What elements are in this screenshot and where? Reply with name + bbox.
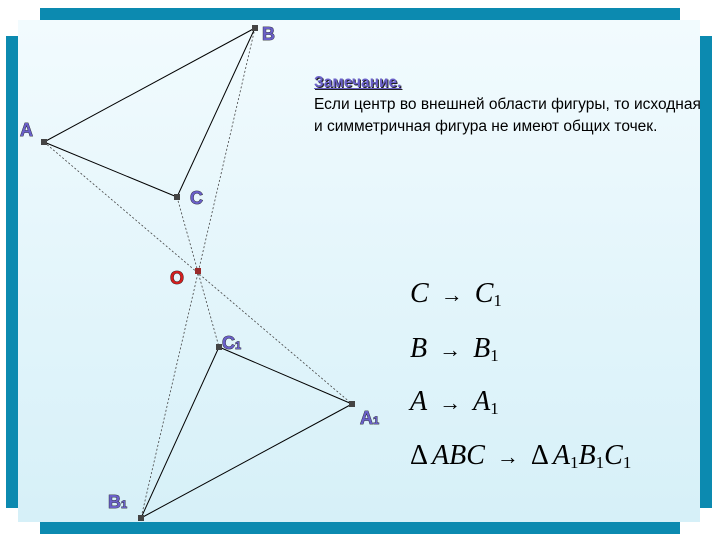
formula-a-right: A bbox=[473, 386, 491, 417]
formula-triangle-index: 1 bbox=[595, 453, 605, 472]
label-c1: C1 bbox=[222, 333, 242, 353]
formula-triangle-r3: C bbox=[604, 440, 623, 471]
formula-a-index: 1 bbox=[490, 399, 499, 418]
point-b bbox=[252, 25, 258, 31]
label-c: C bbox=[190, 188, 203, 208]
formula-triangle-r1: A bbox=[552, 440, 571, 471]
formula-a-left: A bbox=[410, 386, 428, 417]
point-a1 bbox=[349, 401, 355, 407]
point-a bbox=[41, 139, 47, 145]
remark-box bbox=[314, 72, 709, 138]
arrow-icon: → bbox=[440, 282, 463, 307]
label-b1: B1 bbox=[108, 492, 128, 512]
formula-c bbox=[410, 278, 502, 310]
arrow-icon: → bbox=[439, 337, 462, 362]
label-b: B bbox=[262, 24, 275, 44]
remark-text: Если центр во внешней области фигуры, то исходная и симметричная фигура не имеют общих точек. bbox=[314, 96, 701, 135]
label-o: O bbox=[170, 268, 185, 288]
formula-triangle-index: 1 bbox=[570, 453, 579, 472]
point-o bbox=[195, 268, 201, 274]
formula-triangle bbox=[410, 440, 631, 472]
label-a: A bbox=[20, 120, 33, 140]
formula-b-left: B bbox=[410, 333, 428, 364]
formula-b bbox=[410, 333, 499, 365]
formula-c-left: C bbox=[410, 278, 429, 309]
formula-a bbox=[410, 386, 499, 418]
formula-triangle-r2: B bbox=[578, 440, 596, 471]
point-b1 bbox=[138, 515, 144, 521]
label-a1: A1 bbox=[360, 408, 380, 428]
arrow-icon: → bbox=[496, 444, 519, 469]
formula-c-index: 1 bbox=[493, 291, 502, 310]
delta-icon: Δ bbox=[530, 440, 549, 471]
arrow-icon: → bbox=[439, 390, 462, 415]
formula-triangle-left: ABC bbox=[432, 440, 485, 471]
remark-title: Замечание. bbox=[314, 74, 402, 91]
formula-b-index: 1 bbox=[490, 346, 499, 365]
point-c bbox=[174, 194, 180, 200]
formula-b-right: B bbox=[473, 333, 491, 364]
formula-triangle-index: 1 bbox=[622, 453, 632, 472]
formula-c-right: C bbox=[474, 278, 494, 309]
delta-icon: Δ bbox=[410, 440, 429, 471]
